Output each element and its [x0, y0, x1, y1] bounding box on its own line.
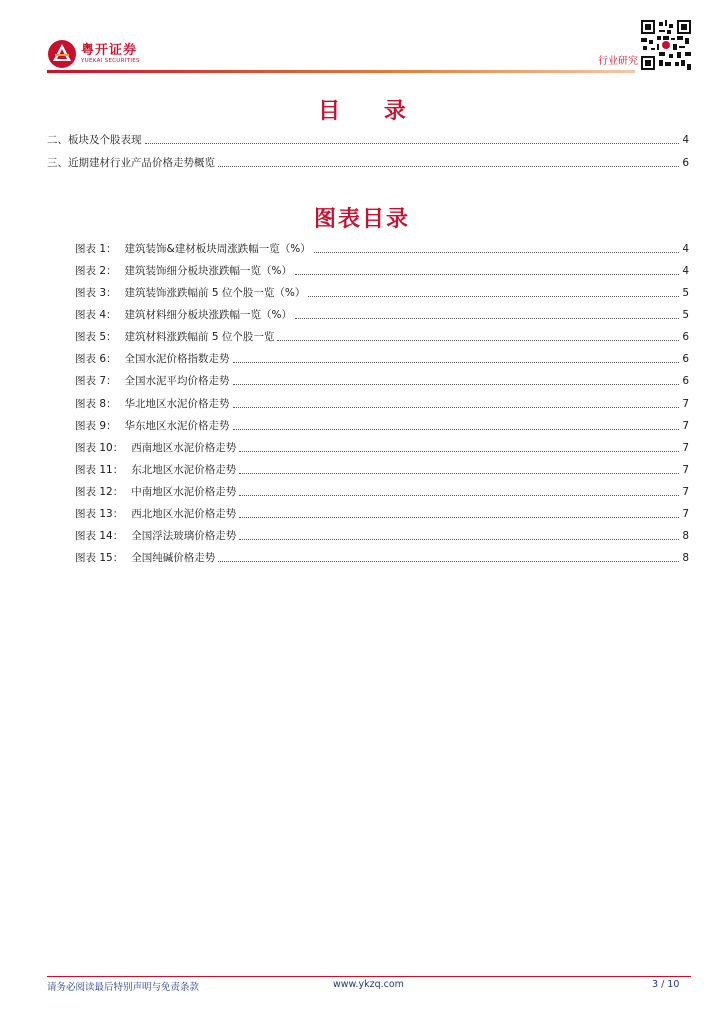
figure-title: 建筑装饰细分板块涨跌幅一览（%） [124, 265, 293, 277]
figure-page: 8 [682, 552, 689, 564]
figure-title: 西北地区水泥价格走势 [131, 508, 237, 520]
figure-title: 全国水泥平均价格走势 [124, 375, 230, 387]
figure-page: 5 [682, 287, 689, 299]
dot-leader [314, 252, 680, 253]
figure-title: 建筑材料涨跌幅前 5 位个股一览 [124, 331, 275, 343]
figure-page: 8 [682, 530, 689, 542]
figure-entry[interactable] [75, 397, 689, 411]
footer-divider [47, 976, 691, 977]
figure-number: 图表 11： [75, 464, 124, 476]
page-header [0, 0, 724, 80]
dot-leader [239, 495, 679, 496]
figure-entry[interactable] [75, 529, 689, 543]
figure-page: 7 [682, 486, 689, 498]
dot-leader [239, 539, 679, 540]
figure-title: 华北地区水泥价格走势 [124, 398, 230, 410]
dot-leader [145, 143, 680, 144]
dot-leader [277, 340, 679, 341]
report-type-label: 行业研究 [598, 56, 638, 67]
figure-entry[interactable] [75, 308, 689, 322]
figure-page: 4 [682, 265, 689, 277]
figure-title: 全国纯碱价格走势 [131, 552, 216, 564]
figure-title: 东北地区水泥价格走势 [131, 464, 237, 476]
figure-title: 中南地区水泥价格走势 [131, 486, 237, 498]
qr-code-icon [641, 20, 691, 70]
figure-page: 7 [682, 420, 689, 432]
footer-disclaimer[interactable]: 请务必阅读最后特别声明与免责条款 [47, 982, 200, 993]
figure-title: 全国浮法玻璃价格走势 [131, 530, 237, 542]
figure-entry[interactable] [75, 286, 689, 300]
dot-leader [239, 473, 679, 474]
toc-entry[interactable] [47, 133, 689, 147]
figure-number: 图表 13： [75, 508, 124, 520]
dot-leader [308, 296, 679, 297]
toc-entry[interactable] [47, 156, 689, 170]
figure-page: 6 [682, 353, 689, 365]
figure-number: 图表 4： [75, 309, 117, 321]
figure-number: 图表 7： [75, 375, 117, 387]
logo-chinese-name: 粤开证券 [81, 42, 138, 58]
header-divider [47, 70, 635, 73]
dot-leader [239, 451, 679, 452]
figure-page: 7 [682, 464, 689, 476]
dot-leader [233, 429, 680, 430]
figure-entry[interactable] [75, 463, 689, 477]
figure-page: 4 [682, 243, 689, 255]
toc-entry-page: 4 [682, 134, 689, 146]
figure-entry[interactable] [75, 330, 689, 344]
toc-entry-label: 二、板块及个股表现 [47, 134, 142, 146]
dot-leader [233, 362, 680, 363]
figure-number: 图表 3： [75, 287, 117, 299]
figure-number: 图表 9： [75, 420, 117, 432]
figure-title: 建筑装饰涨跌幅前 5 位个股一览（%） [124, 287, 306, 299]
figure-number: 图表 15： [75, 552, 124, 564]
dot-leader [295, 318, 679, 319]
toc-title: 目 录 [318, 99, 424, 124]
figure-entry[interactable] [75, 242, 689, 256]
figure-entry[interactable] [75, 352, 689, 366]
figure-number: 图表 14： [75, 530, 124, 542]
dot-leader [233, 384, 680, 385]
figure-number: 图表 6： [75, 353, 117, 365]
dot-leader [218, 166, 679, 167]
footer-page-number: 3 / 10 [652, 979, 680, 990]
figure-number: 图表 12： [75, 486, 124, 498]
figure-number: 图表 5： [75, 331, 117, 343]
dot-leader [295, 274, 679, 275]
dot-leader [218, 561, 679, 562]
figure-list-title: 图表目录 [313, 207, 410, 232]
figure-number: 图表 2： [75, 265, 117, 277]
figure-title: 建筑装饰&建材板块周涨跌幅一览（%） [124, 243, 311, 255]
toc-entry-page: 6 [682, 157, 689, 169]
figure-page: 5 [682, 309, 689, 321]
figure-entry[interactable] [75, 485, 689, 499]
logo-emblem-icon [47, 39, 77, 69]
figure-title: 全国水泥价格指数走势 [124, 353, 230, 365]
figure-entry[interactable] [75, 264, 689, 278]
figure-entry[interactable] [75, 441, 689, 455]
figure-number: 图表 8： [75, 398, 117, 410]
figure-page: 7 [682, 508, 689, 520]
figure-title: 西南地区水泥价格走势 [131, 442, 237, 454]
figure-number: 图表 10： [75, 442, 124, 454]
figure-title: 建筑材料细分板块涨跌幅一览（%） [124, 309, 293, 321]
toc-entry-label: 三、近期建材行业产品价格走势概览 [47, 157, 215, 169]
figure-entry[interactable] [75, 419, 689, 433]
figure-entry[interactable] [75, 507, 689, 521]
company-logo [47, 38, 140, 70]
dot-leader [233, 407, 680, 408]
footer-website-link[interactable]: www.ykzq.com [333, 979, 404, 990]
figure-page: 6 [682, 331, 689, 343]
dot-leader [239, 517, 679, 518]
figure-entry[interactable] [75, 551, 689, 565]
figure-page: 7 [682, 442, 689, 454]
figure-page: 6 [682, 375, 689, 387]
figure-number: 图表 1： [75, 243, 117, 255]
figure-page: 7 [682, 398, 689, 410]
logo-english-name: YUEKAI SECURITIES [81, 57, 140, 64]
figure-title: 华东地区水泥价格走势 [124, 420, 230, 432]
figure-entry[interactable] [75, 374, 689, 388]
